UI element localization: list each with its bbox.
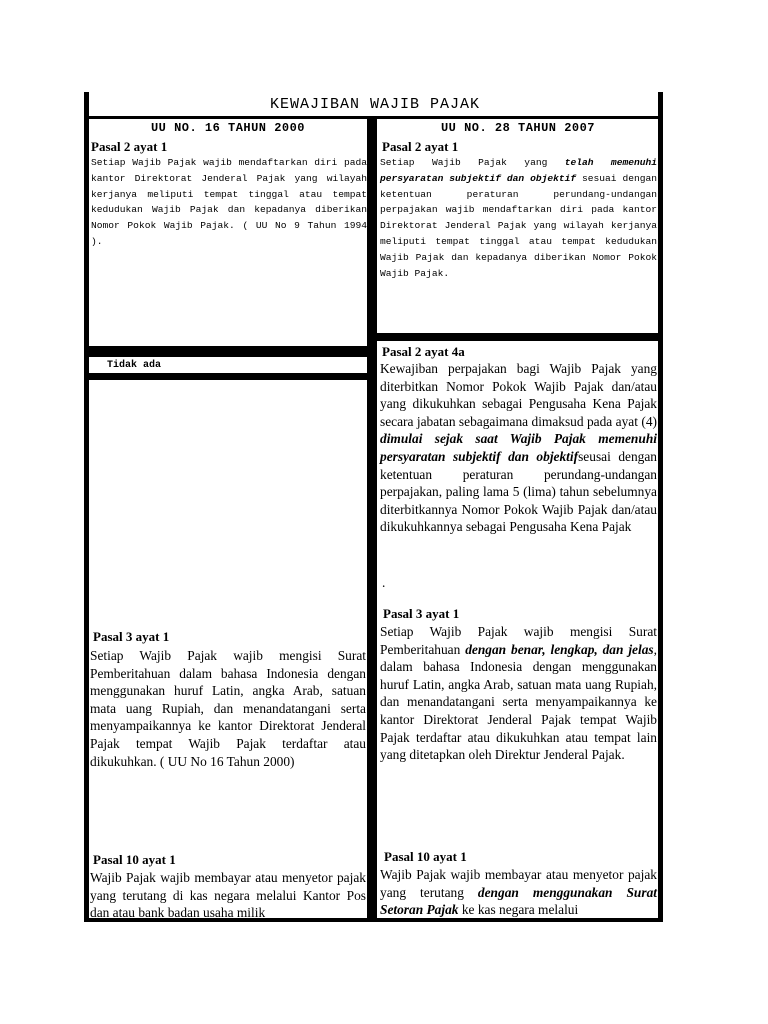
right-pasal10-text-b: ke kas negara melalui: [458, 902, 579, 918]
table-border-left: [84, 92, 89, 922]
right-pasal3-text-b: , dalam bahasa Indonesia dengan menggunakan huruf Latin, angka Arab, satuan mata uang Rupiah, dan menandatangani serta menyampaikannya ke kantor Direktorat Jenderal Pajak tempat Wajib Pajak terdaftar atau dikukuhkan atau tempat lain yang ditetapkan oleh Direktur Jenderal Pajak.: [380, 641, 657, 763]
right-divider-1: [377, 333, 658, 341]
left-pasal3-text: Setiap Wajib Pajak wajib mengisi Surat Pemberitahuan dalam bahasa Indonesia dengan menggunakan huruf Latin, angka Arab, satuan mata uang Rupiah, dan menandatangani serta menyampaikannya ke kantor Direktorat Jenderal Pajak tempat Wajib Pajak terdaftar atau dikukuhkan. ( UU No 16 Tahun 2000): [90, 648, 366, 769]
right-pasal2-4a-text-a: Kewajiban perpajakan bagi Wajib Pajak yang diterbitkan Nomor Pokok Wajib Pajak dan/atau yang dikukuhkan sebagai Pengusaha Kena Pajak secara jabatan sebagaimana dimaksud pada ayat (4): [380, 361, 657, 429]
right-pasal10-text: [380, 866, 657, 919]
right-pasal3-heading: Pasal 3 ayat 1: [383, 606, 460, 621]
right-pasal10-text-a: Wajib Pajak wajib membayar atau menyetor pajak yang terutang: [380, 867, 657, 900]
right-pasal2-4a-heading: Pasal 2 ayat 4a: [382, 344, 465, 359]
left-divider-2: [89, 373, 367, 380]
left-pasal10-heading: Pasal 10 ayat 1: [93, 852, 176, 867]
left-pasal3-heading: Pasal 3 ayat 1: [93, 629, 170, 644]
right-pasal2-4a-text-b: seusai dengan ketentuan peraturan perundang-undangan perpajakan, paling lama 5 (lima) tahun sebelumnya diterbitkannya Nomor Pokok Wajib Pajak dan/atau dikukuhkannya sebagai Pengusaha Kena Pajak: [380, 448, 657, 535]
left-pasal10-text: Wajib Pajak wajib membayar atau menyetor pajak yang terutang di kas negara melalui Kantor Pos dan atau bank badan usaha milik: [90, 870, 366, 921]
left-divider-1: [89, 346, 367, 357]
right-pasal2-heading: Pasal 2 ayat 1: [382, 139, 459, 154]
right-pasal3-text: [380, 623, 657, 764]
left-pasal2-text: Setiap Wajib Pajak wajib mendaftarkan diri pada kantor Direktorat Jenderal Pajak yang wilayah kerjanya meliputi tempat tinggal atau tempat kedudukan Wajib Pajak dan kepadanya diberikan Nomor Pokok Wajib Pajak. ( UU No 9 Tahun 1994 ).: [91, 157, 367, 247]
left-tidak-ada: Tidak ada: [107, 360, 162, 371]
right-pasal2-text-a: Setiap Wajib Pajak yang: [380, 157, 565, 168]
column-heading-left: UU NO. 16 TAHUN 2000: [150, 121, 306, 135]
right-pasal2-4a-trailing-dot: .: [382, 575, 386, 590]
table-border-right: [658, 92, 663, 922]
column-divider: [367, 119, 377, 922]
right-pasal2-4a-emphasis: dimulai sejak saat Wajib Pajak memenuhi persyaratan subjektif dan objektif: [380, 431, 657, 464]
right-pasal10-heading: Pasal 10 ayat 1: [384, 849, 467, 864]
right-pasal10-emphasis: dengan menggunakan Surat Setoran Pajak: [380, 884, 657, 918]
right-pasal2-text-b: sesuai dengan ketentuan peraturan perundang-undangan perpajakan wajib mendaftarkan diri pada kantor Direktorat Jenderal Pajak yang wilayah kerjanya meliputi tempat tinggal atau tempat kedudukan Wajib Pajak dan kepadanya diberikan Nomor Pokok Wajib Pajak.: [380, 172, 657, 279]
column-heading-right: UU NO. 28 TAHUN 2007: [440, 121, 596, 135]
left-pasal2-heading: Pasal 2 ayat 1: [91, 139, 168, 154]
right-pasal2-emphasis: telah memenuhi persyaratan subjektif dan objektif: [380, 157, 657, 184]
right-pasal2-4a-text: [380, 360, 657, 536]
page-title: KEWAJIBAN WAJIB PAJAK: [269, 96, 481, 113]
right-pasal3-emphasis: dengan benar, lengkap, dan jelas: [465, 641, 654, 657]
right-pasal3-text-a: Setiap Wajib Pajak wajib mengisi Surat Pemberitahuan: [380, 624, 657, 657]
right-pasal2-text: [380, 155, 657, 281]
